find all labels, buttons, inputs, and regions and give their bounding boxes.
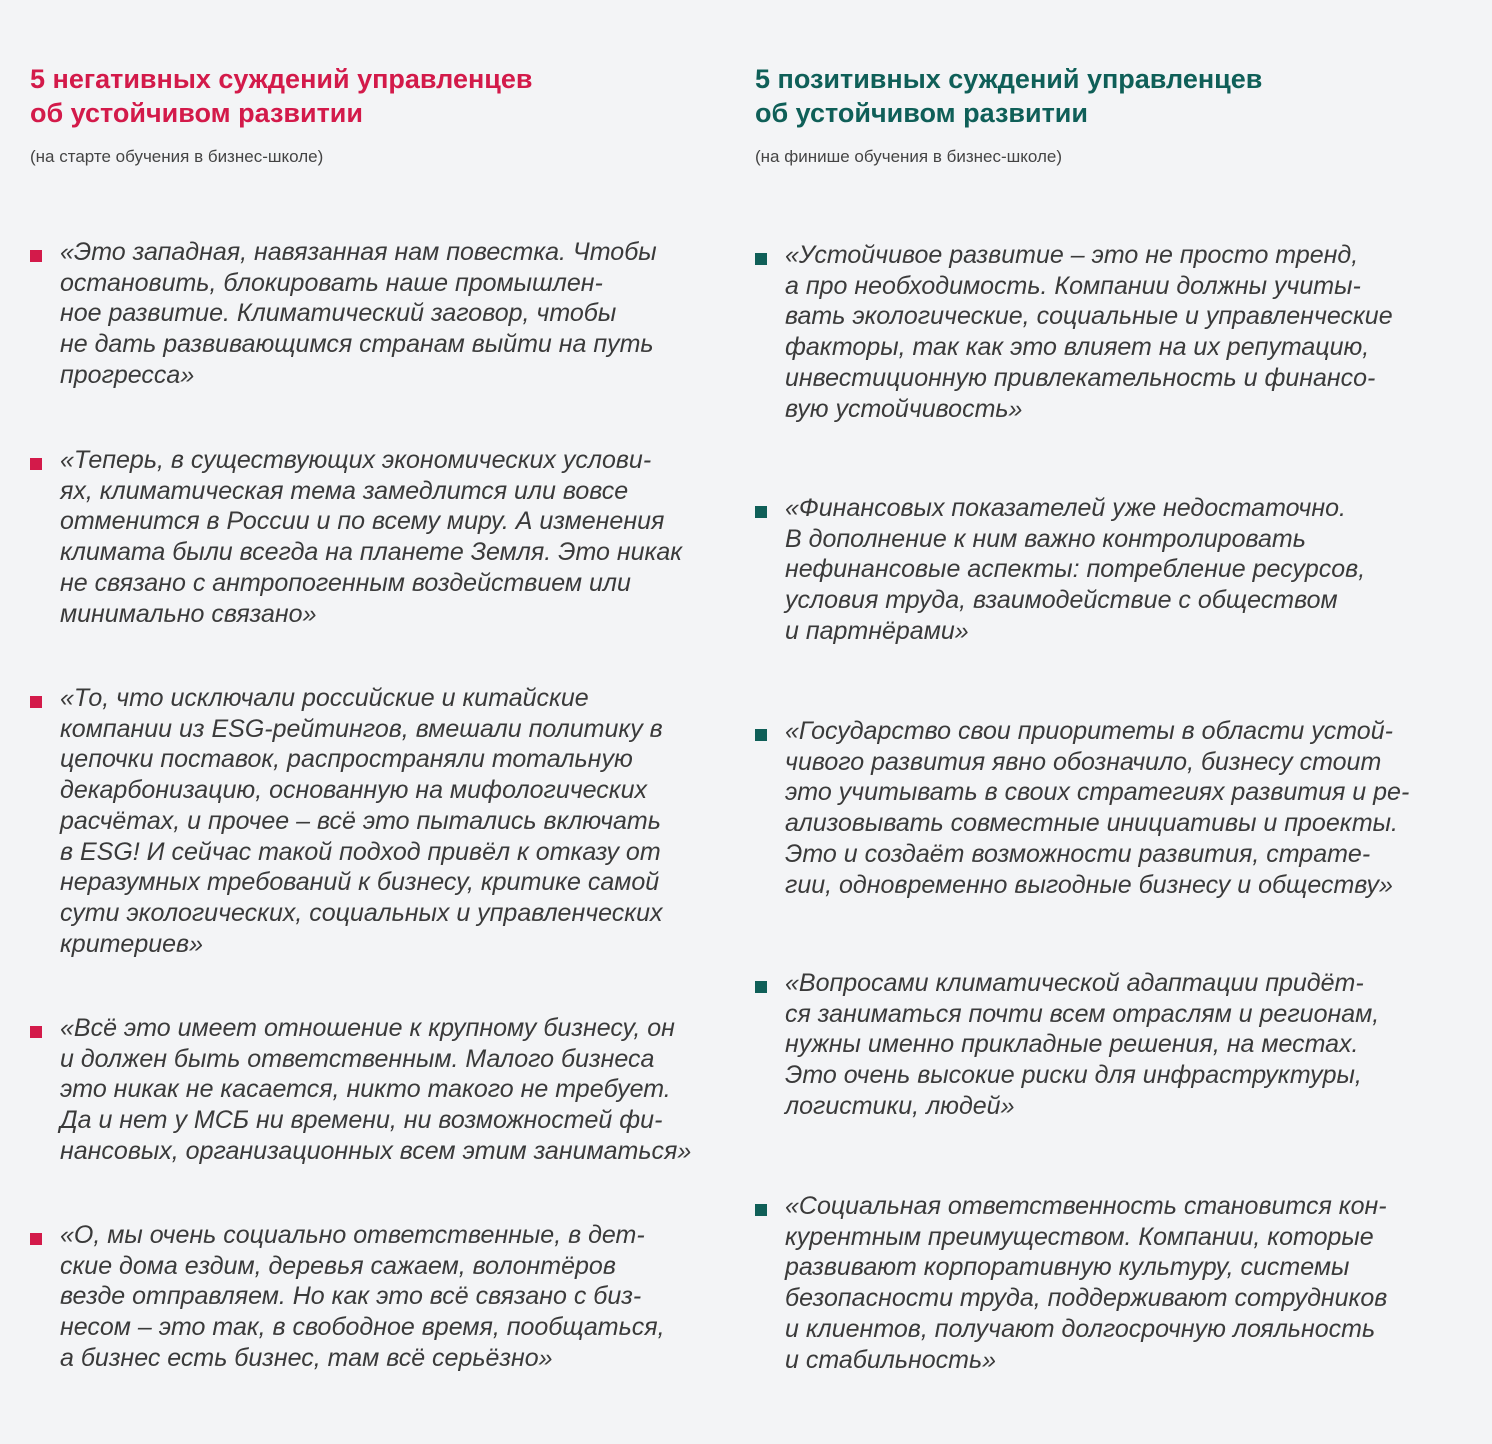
quote-line: «То, что исключали российские и китайские (60, 684, 589, 712)
positive-quote-4 (755, 968, 1379, 1122)
quote-text (785, 240, 1393, 424)
quote-line: цепочки поставок, распространяли тотальную (60, 745, 633, 774)
quote-text (60, 1013, 691, 1167)
positive-heading-line: об устойчивом развитии (755, 98, 1088, 128)
quote-line: ное развитие. Климатический заговор, чтобы (60, 299, 617, 328)
quote-line: курентным преимуществом. Компании, которые (785, 1222, 1374, 1251)
negative-quote-2 (30, 445, 682, 629)
square-bullet-icon (755, 729, 767, 741)
quote-line: нансовых, организационных всем этим заниматься» (60, 1136, 692, 1165)
quote-text (785, 716, 1409, 900)
quote-line: декарбонизацию, основанную на мифологических (60, 776, 647, 805)
square-bullet-icon (30, 1026, 42, 1038)
square-bullet-icon (755, 506, 767, 518)
quote-line: не дать развивающимся странам выйти на путь (60, 330, 654, 359)
positive-heading-line: 5 позитивных суждений управленцев (755, 64, 1263, 94)
quote-line: нужны именно прикладные решения, на местах. (785, 1030, 1359, 1059)
quote-text (60, 683, 663, 959)
positive-quote-1 (755, 240, 1393, 424)
quote-line: «Социальная ответственность становится кон- (785, 1192, 1387, 1220)
quote-line: ализовывать совместные инициативы и проекты. (785, 809, 1398, 838)
negative-quote-3 (30, 683, 663, 959)
square-bullet-icon (755, 1204, 767, 1216)
quote-line: отменится в России и по всему миру. А изменения (60, 507, 665, 536)
negative-quote-5 (30, 1220, 665, 1374)
quote-line: «Вопросами климатической адаптации придёт- (785, 969, 1364, 997)
square-bullet-icon (30, 250, 42, 262)
quote-line: и стабильность» (785, 1345, 997, 1374)
quote-line: ях, климатическая тема замедлится или вовсе (60, 476, 629, 505)
quote-text (60, 237, 657, 391)
square-bullet-icon (755, 981, 767, 993)
quote-line: безопасности труда, поддерживают сотрудников (785, 1284, 1388, 1313)
quote-line: расчётах, и прочее – всё это пытались включать (60, 806, 661, 835)
quote-line: «Государство свои приоритеты в области устой- (785, 717, 1393, 745)
quote-line: «Всё это имеет отношение к крупному бизнесу, он (60, 1014, 675, 1042)
quote-line: В дополнение к ним важно контролировать (785, 524, 1306, 553)
quote-line: Да и нет у МСБ ни времени, ни возможностей фи- (60, 1106, 663, 1135)
negative-quote-4 (30, 1013, 691, 1167)
quote-line: «Устойчивое развитие – это не просто тренд, (785, 241, 1359, 269)
quote-text (60, 1220, 665, 1374)
negative-quote-1 (30, 237, 657, 391)
quote-line: гии, одновременно выгодные бизнесу и обществу» (785, 870, 1393, 899)
negative-subtitle: (на старте обучения в бизнес-школе) (30, 147, 324, 166)
quote-line: «О, мы очень социально ответственные, в дет- (60, 1221, 645, 1249)
quote-line: «Теперь, в существующих экономических услови- (60, 446, 652, 474)
square-bullet-icon (30, 696, 42, 708)
quote-line: развивают корпоративную культуру, системы (785, 1253, 1350, 1282)
positive-quote-3 (755, 716, 1409, 900)
quote-text (60, 445, 682, 629)
quote-line: минимально связано» (60, 599, 317, 628)
quote-line: инвестиционную привлекательность и финансо- (785, 363, 1376, 392)
quote-line: везде отправляем. Но как это всё связано с биз- (60, 1282, 642, 1311)
negative-heading-line: 5 негативных суждений управленцев (30, 64, 533, 94)
quote-text (785, 1191, 1387, 1375)
negative-heading (30, 62, 532, 130)
quote-line: это учитывать в своих стратегиях развития и ре- (785, 778, 1410, 807)
quote-line: Это и создаёт возможности развития, страте- (785, 839, 1371, 868)
quote-line: нефинансовые аспекты: потребление ресурсов, (785, 555, 1366, 584)
quote-line: в ESG! И сейчас такой подход привёл к отказу от (60, 837, 661, 866)
quote-line: логистики, людей» (785, 1091, 1015, 1120)
quote-line: климата были всегда на планете Земля. Это никак (60, 538, 683, 567)
quote-line: неразумных требований к бизнесу, критике самой (60, 868, 660, 897)
quote-line: а бизнес есть бизнес, там всё серьёзно» (60, 1343, 553, 1372)
square-bullet-icon (755, 253, 767, 265)
quote-line: прогресса» (60, 360, 195, 389)
quote-line: компании из ESG-рейтингов, вмешали политику в (60, 714, 663, 743)
positive-subtitle: (на финише обучения в бизнес-школе) (755, 147, 1063, 166)
quote-line: это никак не касается, никто такого не требует. (60, 1075, 671, 1104)
negative-heading-line: об устойчивом развитии (30, 98, 363, 128)
quote-line: Это очень высокие риски для инфраструктуры, (785, 1061, 1362, 1090)
quote-text (785, 493, 1365, 647)
positive-heading (755, 62, 1262, 130)
quote-line: и партнёрами» (785, 616, 969, 645)
quote-line: остановить, блокировать наше промышлен- (60, 268, 603, 297)
quote-line: критериев» (60, 929, 204, 958)
quote-line: сути экологических, социальных и управленческих (60, 898, 663, 927)
square-bullet-icon (30, 1233, 42, 1245)
quote-line: вую устойчивость» (785, 394, 1023, 423)
quote-line: вать экологические, социальные и управленческие (785, 302, 1393, 331)
quote-line: условия труда, взаимодействие с обществом (785, 586, 1338, 615)
quote-line: не связано с антропогенным воздействием или (60, 568, 631, 597)
quote-line: несом – это так, в свободное время, пообщаться, (60, 1313, 665, 1342)
square-bullet-icon (30, 458, 42, 470)
quote-line: ские дома ездим, деревья сажаем, волонтёров (60, 1251, 616, 1280)
quote-line: «Это западная, навязанная нам повестка. Чтобы (60, 238, 657, 266)
quote-line: а про необходимость. Компании должны учиты- (785, 271, 1361, 300)
quote-line: и должен быть ответственным. Малого бизнеса (60, 1044, 655, 1073)
quote-line: «Финансовых показателей уже недостаточно. (785, 494, 1346, 522)
quote-text (785, 968, 1379, 1122)
quote-line: факторы, так как это влияет на их репутацию, (785, 333, 1370, 362)
positive-quote-2 (755, 493, 1365, 647)
quote-line: чивого развития явно обозначило, бизнесу стоит (785, 747, 1382, 776)
quote-line: и клиентов, получают долгосрочную лояльность (785, 1314, 1376, 1343)
quote-line: ся заниматься почти всем отраслям и регионам, (785, 999, 1380, 1028)
positive-quote-5 (755, 1191, 1387, 1375)
